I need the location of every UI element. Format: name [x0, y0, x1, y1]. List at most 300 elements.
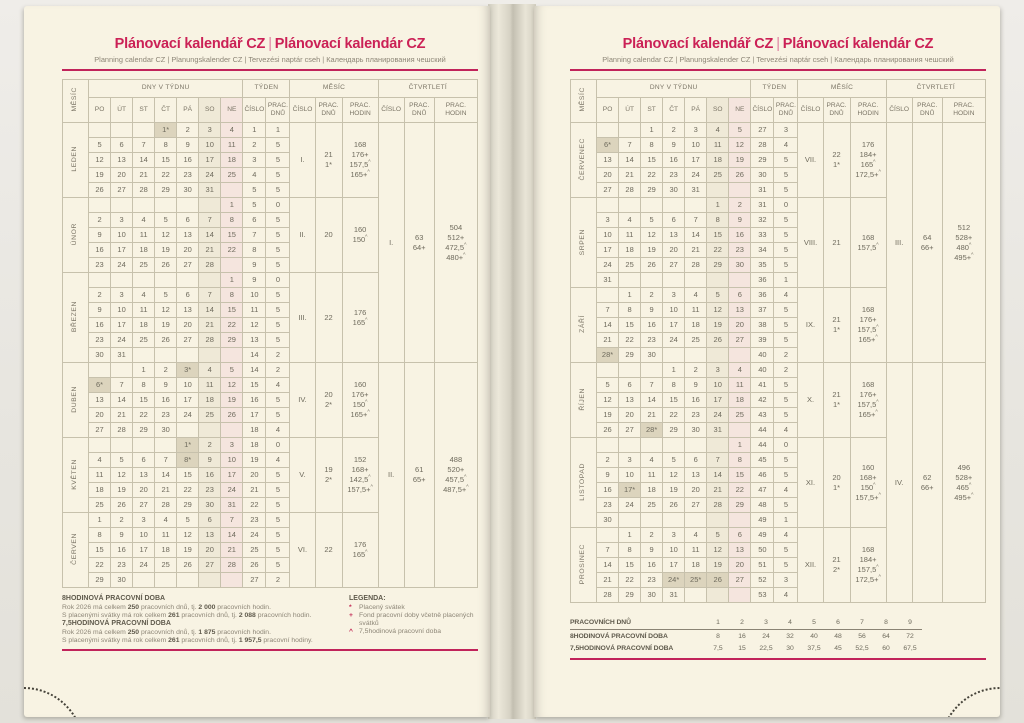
day-cell: 18	[729, 393, 751, 408]
mini-col: 6	[826, 615, 850, 630]
day-cell: 20	[663, 243, 685, 258]
day-cell: 27	[729, 333, 751, 348]
mini-row-label: 8HODINOVÁ PRACOVNÍ DOBA	[570, 632, 668, 640]
day-cell: 12	[89, 153, 111, 168]
day-name-1: ÚT	[111, 98, 133, 123]
day-cell: 25	[155, 558, 177, 573]
day-cell: 13	[199, 528, 221, 543]
day-cell: 29	[641, 183, 663, 198]
day-cell: 25	[199, 408, 221, 423]
week-number: 50	[751, 543, 774, 558]
day-cell: 28	[685, 258, 707, 273]
day-cell: 11	[729, 378, 751, 393]
day-cell: 31	[685, 183, 707, 198]
week-number: 36	[751, 288, 774, 303]
day-name-6: NE	[221, 98, 243, 123]
day-cell: 2	[729, 198, 751, 213]
day-cell: 12	[707, 543, 729, 558]
col-week-group: TÝDEN	[751, 80, 798, 98]
day-cell: 9	[685, 378, 707, 393]
day-cell: 16	[641, 558, 663, 573]
day-cell: 3	[685, 123, 707, 138]
day-cell: 29	[89, 573, 111, 588]
working-time-summary	[62, 595, 331, 645]
day-cell	[619, 513, 641, 528]
day-cell: 29	[707, 258, 729, 273]
day-cell: 14	[199, 303, 221, 318]
month-workhours: 176 165^	[342, 513, 378, 588]
day-cell: 10	[221, 453, 243, 468]
month-workhours: 152 168+ 142,5^ 157,5+^	[342, 438, 378, 513]
week-row	[571, 363, 986, 378]
week-number: 32	[751, 213, 774, 228]
day-cell	[641, 363, 663, 378]
day-cell: 19	[707, 318, 729, 333]
day-cell: 28	[199, 333, 221, 348]
day-cell: 24	[199, 168, 221, 183]
day-cell	[641, 438, 663, 453]
col-month: MĚSÍC	[571, 80, 597, 123]
day-cell: 19	[111, 483, 133, 498]
day-cell: 14	[641, 393, 663, 408]
day-cell: 21	[155, 483, 177, 498]
day-cell: 8	[89, 528, 111, 543]
day-cell: 24*	[663, 573, 685, 588]
week-workdays: 5	[774, 303, 798, 318]
day-cell: 25	[221, 168, 243, 183]
week-number: 38	[751, 318, 774, 333]
day-cell: 22	[89, 558, 111, 573]
week-number: 44	[751, 438, 774, 453]
month-name: ÚNOR	[63, 198, 89, 273]
day-cell: 25	[133, 258, 155, 273]
page-subtitle: Planning calendar CZ | Planungskalender CZ | Tervezési naptár cseh | Календарь планирования чешский	[94, 55, 446, 64]
day-cell: 5	[155, 213, 177, 228]
day-cell: 5	[155, 288, 177, 303]
mini-value: 67,5	[903, 644, 917, 652]
day-cell: 13	[663, 228, 685, 243]
day-cell: 20	[133, 483, 155, 498]
day-cell: 10	[597, 228, 619, 243]
legend-item	[349, 612, 478, 628]
day-cell: 22	[155, 168, 177, 183]
day-cell: 28	[133, 183, 155, 198]
day-cell: 30	[597, 513, 619, 528]
week-number: 44	[751, 423, 774, 438]
month-workhours: 160 176+ 150^ 165+^	[342, 363, 378, 438]
day-cell: 27	[663, 258, 685, 273]
day-cell: 11	[155, 528, 177, 543]
month-cislo: ČÍSLO	[798, 98, 823, 123]
day-cell: 22	[221, 318, 243, 333]
day-cell: 7	[707, 453, 729, 468]
month-workhours: 160 150^	[342, 198, 378, 273]
day-cell: 15	[663, 393, 685, 408]
day-cell: 9	[641, 303, 663, 318]
day-cell: 12	[111, 468, 133, 483]
week-number: 18	[243, 438, 266, 453]
page-subtitle: Planning calendar CZ | Planungskalender CZ | Tervezési naptár cseh | Календарь планирования чешский	[602, 55, 954, 64]
day-cell: 21	[685, 243, 707, 258]
day-cell: 1	[663, 363, 685, 378]
col-month-group: MĚSÍC	[290, 80, 378, 98]
mini-value: 72	[906, 632, 914, 640]
week-number: 16	[243, 393, 266, 408]
mini-value: 64	[882, 632, 890, 640]
day-cell	[685, 348, 707, 363]
week-workdays: 3	[774, 123, 798, 138]
legend-text: 7,5hodinová pracovní doba	[359, 628, 442, 636]
day-cell	[221, 423, 243, 438]
month-workhours: 160 168+ 150^ 157,5+^	[850, 438, 886, 528]
day-cell: 11	[685, 303, 707, 318]
day-cell: 17*	[619, 483, 641, 498]
day-cell	[729, 348, 751, 363]
day-cell: 8	[133, 378, 155, 393]
week-workdays: 4	[774, 483, 798, 498]
week-number: 24	[243, 528, 266, 543]
day-cell: 30	[199, 498, 221, 513]
day-cell: 12	[641, 228, 663, 243]
day-cell: 16	[177, 153, 199, 168]
day-cell: 24	[133, 558, 155, 573]
day-cell: 22	[177, 483, 199, 498]
day-cell: 4	[155, 513, 177, 528]
day-cell: 13	[133, 468, 155, 483]
month-name: ČERVENEC	[571, 123, 597, 198]
day-cell: 7	[597, 543, 619, 558]
day-cell: 2	[89, 288, 111, 303]
week-workdays: 5	[774, 243, 798, 258]
day-cell: 21	[619, 168, 641, 183]
day-cell: 3	[111, 288, 133, 303]
day-cell	[155, 198, 177, 213]
day-cell: 23	[685, 408, 707, 423]
week-workdays: 5	[266, 498, 290, 513]
page-title-sk: Plánovací kalendár CZ	[274, 36, 426, 52]
day-cell: 30	[685, 423, 707, 438]
day-cell: 30	[155, 423, 177, 438]
month-workhours: 168 176+ 157,5^ 165+^	[850, 288, 886, 363]
week-workdays: 5	[774, 228, 798, 243]
day-cell: 5	[111, 453, 133, 468]
day-cell: 28	[221, 558, 243, 573]
work-time-line: S placenými svátky má rok celkem 261 pracovních dnů, tj. 1 957,5 pracovní hodiny.	[62, 636, 313, 644]
mini-col: 3	[754, 615, 778, 630]
week-workdays: 5	[266, 213, 290, 228]
day-cell: 18	[685, 558, 707, 573]
day-cell: 11	[685, 543, 707, 558]
day-cell	[707, 273, 729, 288]
header-rule	[62, 69, 478, 71]
day-cell: 4	[133, 288, 155, 303]
day-cell: 1	[221, 198, 243, 213]
calendar-table-right-container	[570, 79, 986, 603]
day-cell: 23	[641, 573, 663, 588]
day-cell: 9	[641, 543, 663, 558]
day-cell: 25	[685, 333, 707, 348]
day-cell: 2	[177, 123, 199, 138]
day-cell: 7	[641, 378, 663, 393]
day-cell	[729, 273, 751, 288]
day-cell: 1	[619, 288, 641, 303]
week-number: 9	[243, 258, 266, 273]
day-cell: 10	[685, 138, 707, 153]
mini-value: 37,5	[807, 644, 821, 652]
work-time-title: 7,5HODINOVÁ PRACOVNÍ DOBA	[62, 620, 171, 627]
day-cell: 14	[597, 558, 619, 573]
day-cell: 16	[729, 228, 751, 243]
day-cell: 14	[685, 228, 707, 243]
day-cell: 13	[111, 153, 133, 168]
day-cell	[641, 273, 663, 288]
day-cell: 23	[663, 168, 685, 183]
day-cell: 26	[597, 423, 619, 438]
week-workdays: 4	[774, 588, 798, 603]
week-number: 28	[751, 138, 774, 153]
day-cell: 20	[597, 168, 619, 183]
day-cell: 14	[597, 318, 619, 333]
day-cell: 6*	[597, 138, 619, 153]
week-number: 15	[243, 378, 266, 393]
day-cell: 26	[729, 168, 751, 183]
day-cell: 25	[729, 408, 751, 423]
day-cell	[685, 438, 707, 453]
day-cell: 28	[597, 588, 619, 603]
week-workdays: 4	[266, 453, 290, 468]
day-cell: 16	[89, 243, 111, 258]
day-cell: 25	[641, 498, 663, 513]
day-cell: 4	[619, 213, 641, 228]
day-cell: 9	[663, 138, 685, 153]
day-cell: 21	[199, 318, 221, 333]
day-cell: 6	[177, 288, 199, 303]
day-cell: 24	[111, 333, 133, 348]
work-time-line: Rok 2026 má celkem 250 pracovních dnů, tj. 1 875 pracovních hodin.	[62, 628, 271, 636]
day-cell	[597, 123, 619, 138]
header-group-row	[63, 80, 478, 98]
week-workdays: 5	[266, 333, 290, 348]
day-cell: 30	[177, 183, 199, 198]
title-divider: |	[268, 36, 272, 52]
day-name-6: NE	[729, 98, 751, 123]
footer-rule-right	[570, 658, 986, 660]
month-name: BŘEZEN	[63, 273, 89, 363]
day-cell: 7	[133, 138, 155, 153]
week-number: 51	[751, 558, 774, 573]
week-number: 1	[243, 123, 266, 138]
quarter-workhours: 504 512+ 472,5^ 480+^	[434, 123, 477, 363]
week-workdays: 5	[774, 498, 798, 513]
month-number: VII.	[798, 123, 823, 198]
day-cell: 15	[89, 543, 111, 558]
week-workdays: 1	[774, 513, 798, 528]
mini-value: 8	[716, 632, 720, 640]
day-cell	[619, 363, 641, 378]
day-cell: 31	[199, 183, 221, 198]
day-cell: 4	[199, 363, 221, 378]
week-number: 40	[751, 363, 774, 378]
day-cell: 9	[155, 378, 177, 393]
day-cell	[707, 183, 729, 198]
week-number: 43	[751, 408, 774, 423]
day-cell	[597, 438, 619, 453]
day-cell: 4	[221, 123, 243, 138]
quarter-workdays: 61 65+	[404, 363, 434, 588]
day-cell: 22	[133, 408, 155, 423]
week-number: 20	[243, 468, 266, 483]
page-title-cz: Plánovací kalendář CZ	[114, 36, 266, 52]
month-cislo: ČÍSLO	[290, 98, 315, 123]
legend-symbol: ^	[349, 628, 353, 636]
work-time-line: S placenými svátky má rok celkem 261 pracovních dnů, tj. 2 088 pracovních hodin.	[62, 611, 312, 619]
day-cell: 5	[597, 378, 619, 393]
week-row	[571, 123, 986, 138]
mini-row-label: 7,5HODINOVÁ PRACOVNÍ DOBA	[570, 644, 674, 652]
day-cell: 6	[133, 453, 155, 468]
day-cell	[133, 123, 155, 138]
day-cell: 5	[221, 363, 243, 378]
week-workdays: 5	[266, 483, 290, 498]
day-cell: 7	[597, 303, 619, 318]
week-number: 42	[751, 393, 774, 408]
col-week-group: TÝDEN	[243, 80, 290, 98]
month-number: IV.	[290, 363, 315, 438]
day-cell: 14	[133, 153, 155, 168]
title-divider: |	[776, 36, 780, 52]
day-cell: 15	[221, 303, 243, 318]
day-cell	[177, 573, 199, 588]
day-cell: 8*	[177, 453, 199, 468]
month-number: VIII.	[798, 198, 823, 288]
week-number: 36	[751, 273, 774, 288]
day-cell: 20	[619, 408, 641, 423]
week-number: 5	[243, 198, 266, 213]
legend-symbol: +	[349, 611, 353, 619]
day-cell: 9	[597, 468, 619, 483]
day-cell: 13	[177, 228, 199, 243]
day-cell: 8	[619, 543, 641, 558]
day-cell: 27	[685, 498, 707, 513]
week-workdays: 2	[266, 348, 290, 363]
week-workdays: 5	[774, 153, 798, 168]
day-cell: 28	[155, 498, 177, 513]
day-cell: 28	[707, 498, 729, 513]
day-cell	[729, 183, 751, 198]
week-number: 31	[751, 183, 774, 198]
week-workdays: 2	[774, 363, 798, 378]
month-number: IX.	[798, 288, 823, 363]
day-cell: 29	[221, 333, 243, 348]
day-cell: 8	[641, 138, 663, 153]
day-cell	[707, 513, 729, 528]
day-cell: 20	[199, 543, 221, 558]
day-cell: 12	[597, 393, 619, 408]
day-cell: 15	[707, 228, 729, 243]
day-cell: 5	[89, 138, 111, 153]
day-cell: 1	[133, 363, 155, 378]
week-workdays: 2	[774, 348, 798, 363]
day-cell: 17	[177, 393, 199, 408]
day-cell	[663, 273, 685, 288]
day-cell: 16	[89, 318, 111, 333]
quarter-workdays: 63 64+	[404, 123, 434, 363]
day-cell: 2	[597, 453, 619, 468]
day-cell: 3	[663, 288, 685, 303]
week-number: 34	[751, 243, 774, 258]
day-cell: 9	[111, 528, 133, 543]
day-cell: 8	[155, 138, 177, 153]
day-cell: 13	[89, 393, 111, 408]
month-workhours: 168 184+ 157,5^ 172,5+^	[850, 528, 886, 603]
day-cell: 1	[729, 438, 751, 453]
day-cell: 29	[663, 423, 685, 438]
week-workdays: 1	[774, 273, 798, 288]
week-number: 19	[243, 453, 266, 468]
day-cell: 17	[199, 153, 221, 168]
day-cell: 13	[177, 303, 199, 318]
week-number: 3	[243, 153, 266, 168]
day-cell	[133, 348, 155, 363]
day-cell: 2	[111, 513, 133, 528]
quarter-number: III.	[886, 123, 912, 363]
mini-col: 7	[850, 615, 874, 630]
mini-value: 22,5	[759, 644, 773, 652]
day-cell	[597, 363, 619, 378]
quarter-number: I.	[378, 123, 404, 363]
day-cell	[707, 588, 729, 603]
day-cell: 23	[597, 498, 619, 513]
calendar-table-left-container	[62, 79, 478, 588]
month-name: SRPEN	[571, 198, 597, 288]
day-cell: 9	[729, 213, 751, 228]
mini-value: 48	[834, 632, 842, 640]
day-cell: 14	[199, 228, 221, 243]
day-cell: 12	[155, 228, 177, 243]
day-name-0: PO	[597, 98, 619, 123]
legend-text: Fond pracovní doby včetně placených svátků	[359, 611, 474, 627]
day-cell: 23	[155, 408, 177, 423]
day-cell: 26	[155, 333, 177, 348]
header-rule	[570, 69, 986, 71]
day-cell: 14	[707, 468, 729, 483]
day-cell	[597, 528, 619, 543]
day-cell	[177, 348, 199, 363]
col-days-group: DNY V TÝDNU	[89, 80, 243, 98]
week-number: 27	[751, 123, 774, 138]
day-cell: 9	[199, 453, 221, 468]
week-workdays: 5	[266, 153, 290, 168]
day-cell: 2	[685, 363, 707, 378]
working-days-mini-table	[570, 615, 922, 654]
day-cell	[111, 123, 133, 138]
mini-value: 52,5	[855, 644, 869, 652]
day-cell	[221, 183, 243, 198]
month-name: KVĚTEN	[63, 438, 89, 513]
day-cell: 17	[221, 468, 243, 483]
day-cell	[597, 288, 619, 303]
week-workdays: 5	[266, 393, 290, 408]
day-cell: 8	[221, 213, 243, 228]
day-cell	[663, 438, 685, 453]
week-workdays: 5	[774, 168, 798, 183]
week-number: 26	[243, 558, 266, 573]
day-cell: 19	[177, 543, 199, 558]
day-cell: 30	[663, 183, 685, 198]
day-cell: 25	[619, 258, 641, 273]
day-cell: 3*	[177, 363, 199, 378]
day-cell: 26	[221, 408, 243, 423]
